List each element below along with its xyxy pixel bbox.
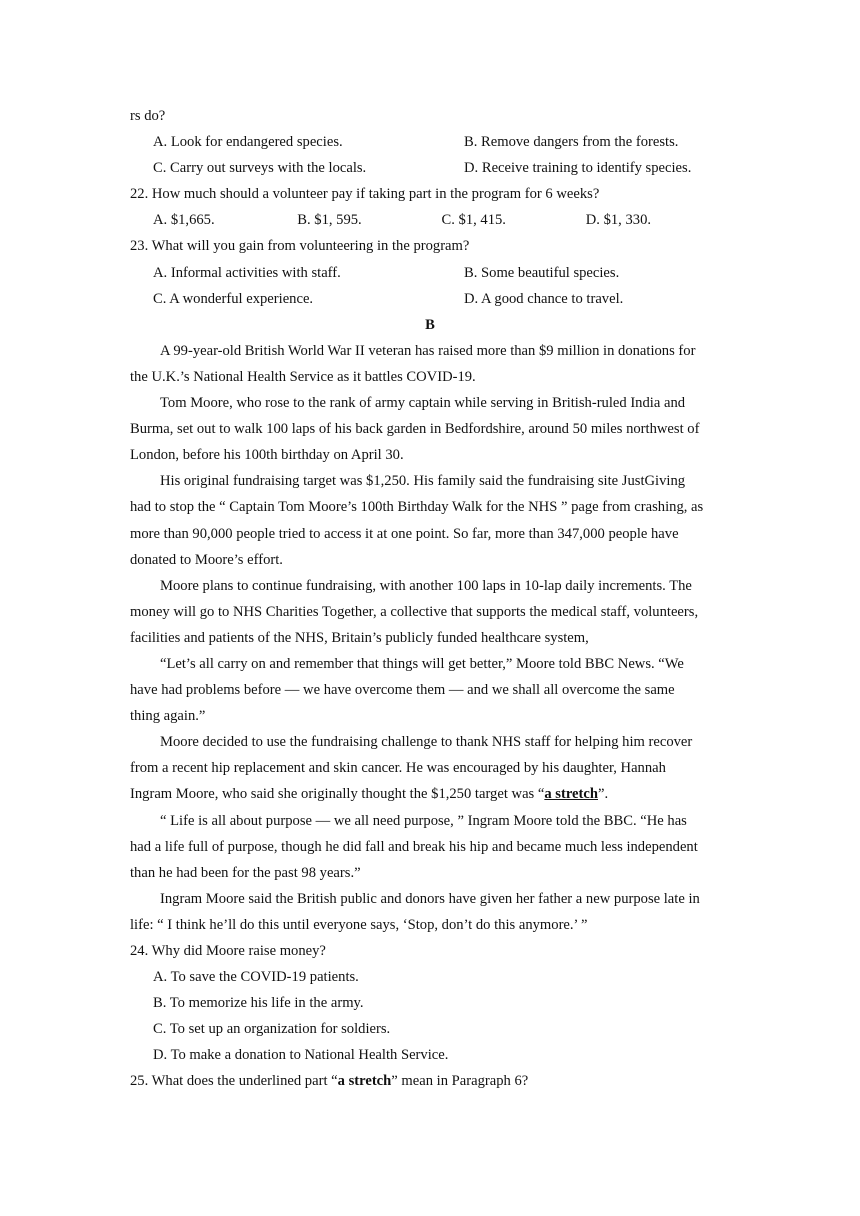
- passage-line: money will go to NHS Charities Together, a collective that supports the medical staff, volunteers,: [130, 603, 699, 620]
- passage-line: Burma, set out to walk 100 laps of his back garden in Bedfordshire, around 50 miles northwest of: [130, 421, 700, 438]
- q24-question: 24. Why did Moore raise money?: [130, 943, 326, 959]
- passage-line: Ingram Moore said the British public and donors have given her father a new purpose late in: [160, 890, 700, 907]
- q23-option-b: B. Some beautiful species.: [464, 264, 620, 281]
- passage-text: ”.: [598, 786, 609, 803]
- passage-line: His original fundraising target was $1,250. His family said the fundraising site JustGiving: [160, 473, 686, 490]
- passage-line: “Let’s all carry on and remember that things will get better,” Moore told BBC News. “We: [160, 655, 684, 672]
- q24-option-c: C. To set up an organization for soldiers.: [153, 1021, 391, 1038]
- passage-line: London, before his 100th birthday on April 30.: [130, 447, 404, 464]
- q23-option-c: C. A wonderful experience.: [153, 290, 314, 307]
- q25-text: 25. What does the underlined part “: [130, 1073, 338, 1090]
- passage-line: life: “ I think he’ll do this until everyone says, ‘Stop, don’t do this anymore.’ ”: [130, 916, 588, 933]
- q22-option-c: C. $1, 415.: [441, 212, 506, 229]
- q21-options-row-2: [130, 155, 730, 181]
- q23-options-row-2: [130, 286, 730, 312]
- q22-option-a: A. $1,665.: [153, 212, 215, 229]
- q25-question: [130, 1068, 730, 1094]
- passage-line: A 99-year-old British World War II veteran has raised more than $9 million in donations for: [160, 342, 696, 359]
- q22-question: 22. How much should a volunteer pay if taking part in the program for 6 weeks?: [130, 186, 600, 203]
- passage-line: Moore decided to use the fundraising challenge to thank NHS staff for helping him recover: [160, 734, 693, 751]
- passage-line: Tom Moore, who rose to the rank of army captain while serving in British-ruled India and: [160, 395, 686, 412]
- q23-option-a: A. Informal activities with staff.: [153, 264, 341, 281]
- q23-option-d: D. A good chance to travel.: [464, 290, 624, 307]
- section-title: B: [425, 316, 435, 333]
- q22-options: [130, 207, 730, 233]
- passage-line: than he had been for the past 98 years.”: [130, 864, 361, 881]
- q21-option-a: A. Look for endangered species.: [153, 134, 343, 151]
- exam-page: [130, 103, 730, 1095]
- passage-line: thing again.”: [130, 708, 206, 725]
- q23-question: 23. What will you gain from volunteering in the program?: [130, 238, 470, 255]
- q22-option-b: B. $1, 595.: [297, 212, 362, 229]
- q24-option-b: B. To memorize his life in the army.: [153, 995, 364, 1012]
- passage-line: have had problems before — we have overcome them — and we shall all overcome the same: [130, 682, 675, 699]
- q23-options-row-1: [130, 260, 730, 286]
- q21-tail: rs do?: [130, 108, 166, 124]
- q25-bold-phrase: a stretch: [337, 1073, 392, 1090]
- q21-option-c: C. Carry out surveys with the locals.: [153, 160, 367, 177]
- q24-option-d: D. To make a donation to National Health Service.: [153, 1047, 449, 1064]
- passage-line: donated to Moore’s effort.: [130, 551, 283, 568]
- passage-line: “ Life is all about purpose — we all need purpose, ” Ingram Moore told the BBC. “He has: [160, 812, 687, 829]
- q24-option-a: A. To save the COVID-19 patients.: [153, 969, 359, 986]
- passage-line: had to stop the “ Captain Tom Moore’s 100th Birthday Walk for the NHS ” page from crashing, as: [130, 499, 704, 516]
- q25-text: ” mean in Paragraph 6?: [391, 1073, 529, 1090]
- passage-line: the U.K.’s National Health Service as it battles COVID-19.: [130, 368, 476, 385]
- passage-text: Ingram Moore, who said she originally thought the $1,250 target was “: [130, 786, 545, 803]
- passage-line: Moore plans to continue fundraising, with another 100 laps in 10-lap daily increments. The: [160, 577, 692, 594]
- underlined-phrase: a stretch: [544, 786, 598, 803]
- passage-line: had a life full of purpose, though he did fall and break his hip and became much less independent: [130, 838, 698, 855]
- passage-line: [130, 781, 730, 807]
- q21-option-d: D. Receive training to identify species.: [464, 160, 692, 177]
- q22-option-d: D. $1, 330.: [585, 212, 652, 229]
- q21-options-row-1: [130, 129, 730, 155]
- passage-line: facilities and patients of the NHS, Britain’s publicly funded healthcare system,: [130, 629, 589, 646]
- passage-line: more than 90,000 people tried to access it at one point. So far, more than 347,000 people have: [130, 525, 679, 542]
- q21-option-b: B. Remove dangers from the forests.: [464, 134, 679, 151]
- passage-line: from a recent hip replacement and skin cancer. He was encouraged by his daughter, Hannah: [130, 760, 666, 777]
